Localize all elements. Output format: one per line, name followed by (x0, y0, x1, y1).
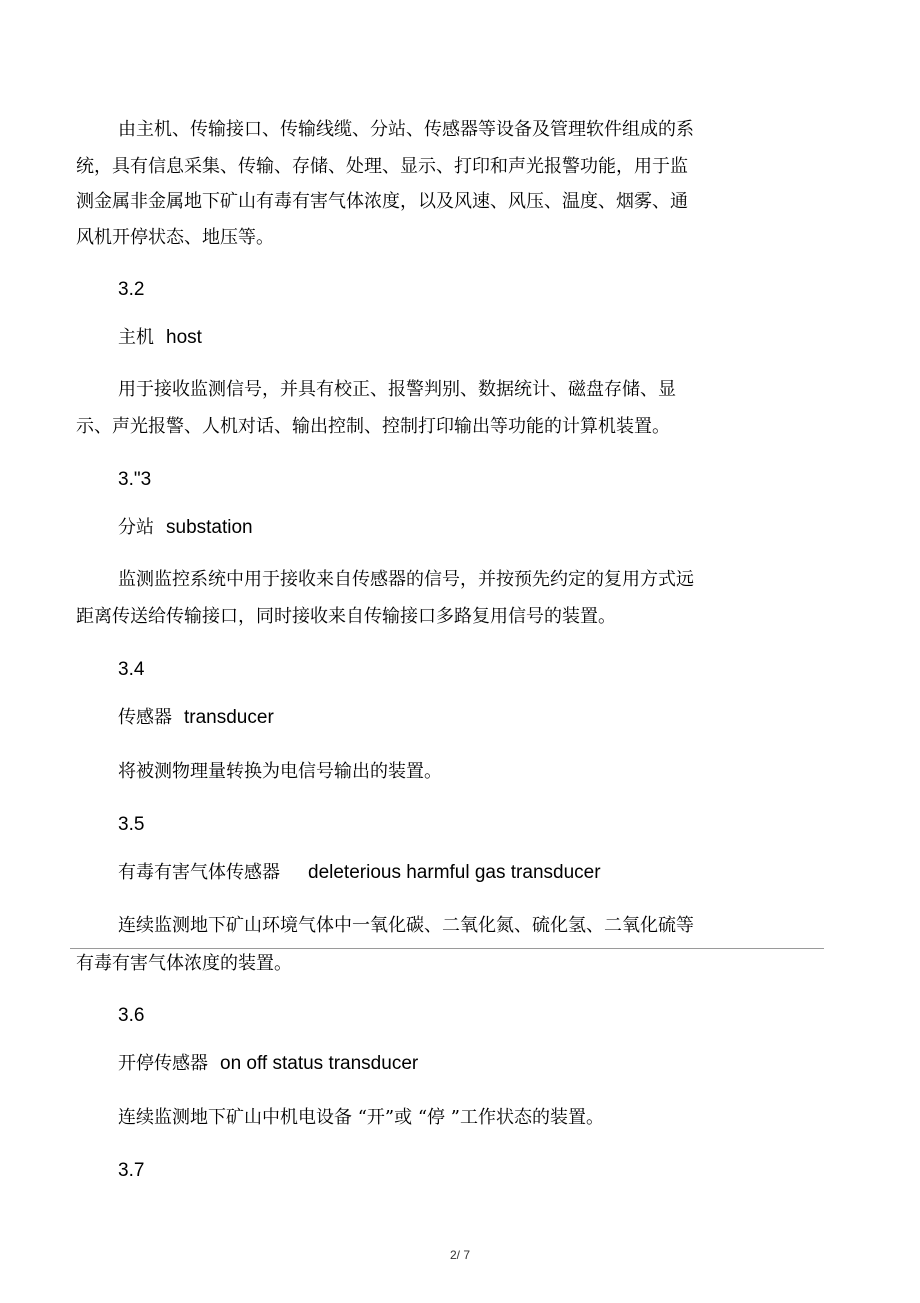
paragraph-line: 测金属非金属地下矿山有毒有害气体浓度，以及风速、风压、温度、烟雾、通 (76, 191, 688, 212)
term-english: substation (166, 517, 253, 538)
section-number: 3.5 (118, 814, 145, 835)
term-chinese: 开停传感器 (118, 1053, 208, 1074)
section-number: 3.7 (118, 1160, 145, 1181)
term-chinese: 传感器 (118, 707, 172, 728)
paragraph-line: 统，具有信息采集、传输、存储、处理、显示、打印和声光报警功能，用于监 (76, 156, 688, 177)
term-chinese: 有毒有害气体传感器 (118, 862, 280, 883)
section-number: 3."3 (118, 469, 152, 490)
page-number: 2/ 7 (449, 1248, 470, 1262)
term-heading (118, 326, 202, 350)
paragraph-line: 风机开停状态、地压等。 (76, 227, 274, 248)
paragraph-line: 有毒有害气体浓度的装置。 (76, 953, 292, 974)
divider-line (70, 948, 824, 949)
section-number: 3.6 (118, 1005, 145, 1026)
paragraph-line: 距离传送给传输接口，同时接收来自传输接口多路复用信号的装置。 (76, 606, 616, 627)
section-number: 3.2 (118, 279, 145, 300)
term-heading (118, 706, 274, 730)
paragraph-line: 监测监控系统中用于接收来自传感器的信号，并按预先约定的复用方式远 (118, 569, 694, 590)
term-heading (118, 861, 601, 885)
term-heading (118, 516, 253, 540)
section-number: 3.4 (118, 659, 145, 680)
paragraph-line: 连续监测地下矿山环境气体中一氧化碳、二氧化氮、硫化氢、二氧化硫等 (118, 915, 694, 936)
paragraph-line: 用于接收监测信号，并具有校正、报警判别、数据统计、磁盘存储、显 (118, 379, 676, 400)
term-english: on off status transducer (220, 1053, 419, 1074)
paragraph-line: 由主机、传输接口、传输线缆、分站、传感器等设备及管理软件组成的系 (118, 119, 694, 140)
term-heading (118, 1052, 418, 1076)
term-english: host (166, 327, 202, 348)
term-chinese: 分站 (118, 517, 154, 538)
paragraph-line: 连续监测地下矿山中机电设备 “开”或 “停 ”工作状态的装置。 (118, 1107, 604, 1128)
term-chinese: 主机 (118, 327, 154, 348)
paragraph-line: 将被测物理量转换为电信号输出的装置。 (118, 761, 442, 782)
term-english: transducer (184, 707, 274, 728)
term-english: deleterious harmful gas transducer (308, 862, 601, 883)
paragraph-line: 示、声光报警、人机对话、输出控制、控制打印输出等功能的计算机装置。 (76, 416, 670, 437)
